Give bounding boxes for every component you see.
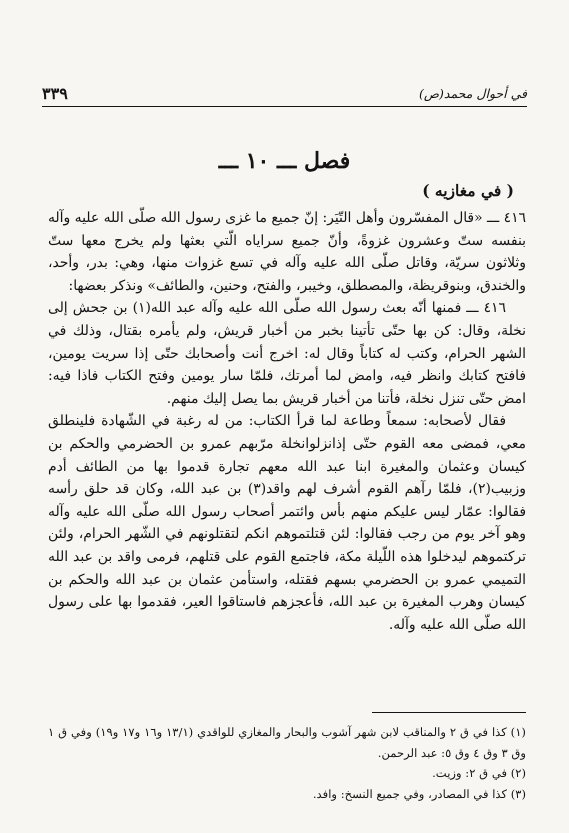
body-text <box>48 207 526 636</box>
footnote: (٣) كذا في المصادر، وفي جميع النسخ: وافد. <box>312 786 526 801</box>
page-header <box>42 84 527 106</box>
paragraph: فقال لأصحابه: سمعاً وطاعة لما قرأ الكتاب: من له رغبة في الشّهادة فلينطلق معي، فمضى معه القوم حتّى إذانزلوانخلة مرّبهم عمرو بن الحضرمي والحكم بن كيسان وعثمان والمغيرة ابنا عبد الله معهم تجارة قدموا بها من الطائف أدم وزبيب(٢)، فلمّا رآهم القوم أشرف لهم واقد(٣) بن عبد الله، وكان قد حلق رأسه فقالوا: عمّار ليس عليكم منهم بأس وائتمر أصحاب رسول الله صلّى الله عليه وآله وهو آخر يوم من رجب فقالوا: لئن قتلتموهم انكم لتقتلونهم في الشّهر الحرام، ولئن تركتموهم ليدخلوا هذه اللّيلة مكة، فاجتمع القوم على قتلهم، فرمى واقد بن عبد الله التميمي عمرو بن الحضرمي بسهم فقتله، واستأمن عثمان بن عبد الله والحكم بن كيسان وهرب المغيرة بن عبد الله، فأعجزهم فاستاقوا العير، فقدموا بها على رسول الله صلّى الله عليه وآله. <box>48 413 526 633</box>
running-title: في أحوال محمد(ص) <box>419 86 527 101</box>
paragraph: ٤١٦ ـــ فمنها أنّه بعث رسول الله صلّى الله عليه وآله عبد الله(١) بن جحش إلى نخلة، وقال: كن بها حتّى تأتينا بخبر من أخبار قريش، ولم يأمره بقتال، وذلك في الشهر الحرام، وكتب له كتاباً وقال له: اخرج أنت وأصحابك حتّى إذا سريت يومين، فافتح كتابك وانظر فيه، وامض لما أمرتك، فلمّا سار يومين وفتح الكتاب فاذا فيه: امض حتّى تنزل نخلة، فأتنا من أخبار قريش بما يصل إليك منهم. <box>48 300 526 407</box>
section-title: ( في مغازيه ) <box>422 181 514 200</box>
footnote: (٢) في ق ٢: وزيت. <box>432 766 526 780</box>
footnotes <box>48 722 526 804</box>
chapter-title: فصل ـــ ١٠ ـــ <box>218 148 351 174</box>
header-rule <box>42 106 527 107</box>
footnote-rule <box>372 712 526 713</box>
footnote: (١) كذا في ق ٢ والمناقب لابن شهر آشوب والبحار والمغازي للواقدي (١٣/١ و١٦ و١٧ و١٩) وفي ق ١ وق ٣ وق ٤ وق ٥: عبد الرحمن. <box>48 725 526 760</box>
page-number: ٣٣٩ <box>42 84 68 103</box>
paragraph: ٤١٦ ـــ «قال المفسّرون وأهل التّيَر: إنّ جميع ما غزى رسول الله صلّى الله عليه وآله بنفسه ستّ وعشرون غزوةً، وأنّ جميع سراياه الّتي بعثها ولم يخرج معها ستّ وثلاثون سريّة، وقاتل صلّى الله عليه وآله في تسع غزوات منها، وهي: بدر، وأحد، والخندق، وبنوقريظة، والمصطلق، وخيبر، والفتح، وحنين، والطائف» ونذكر بعضها: <box>47 210 526 294</box>
